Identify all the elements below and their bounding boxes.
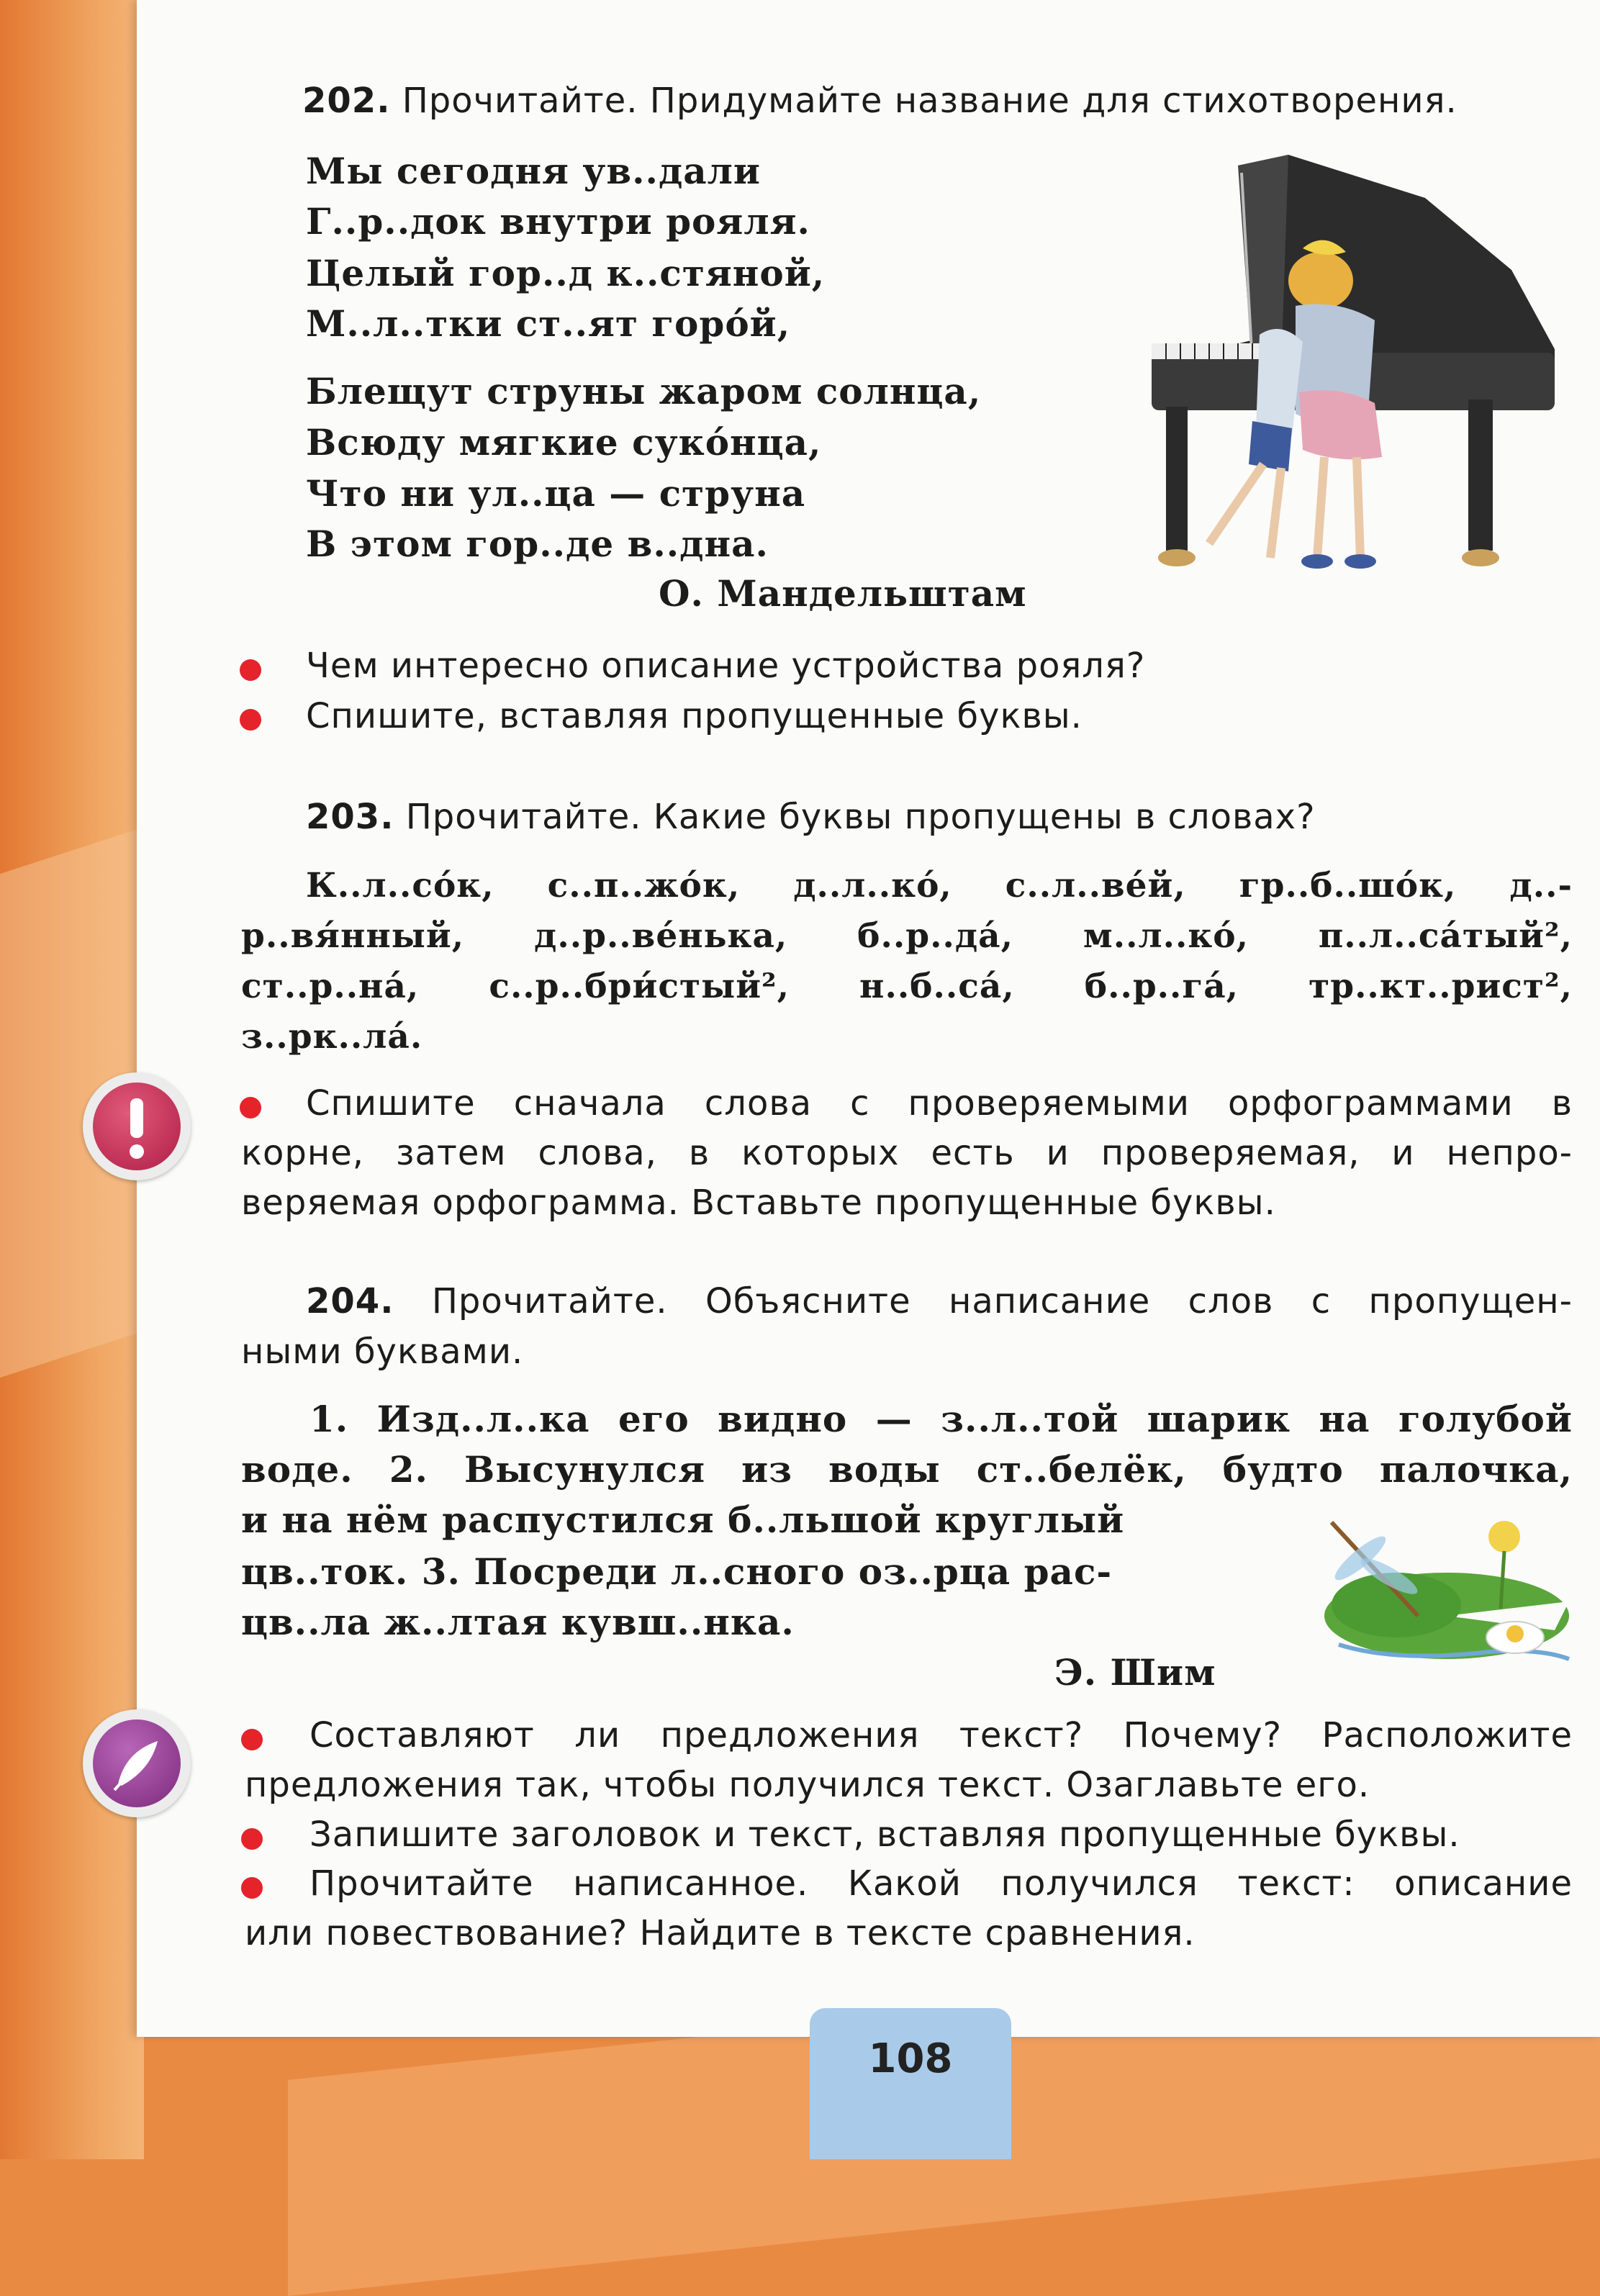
task-bullet [241,1877,263,1899]
exercise-instruction: Прочитайте. Придумайте название для стихотворения. [402,81,1457,121]
pen-icon [93,1719,181,1807]
exercise-instruction: ными буквами. [241,1332,524,1372]
exclamation-icon [93,1083,181,1170]
word-line: К..л..со́к, с..п..жо́к, д..л..ко́, с..л..ве́й, гр..б..шо́к, д..- [306,866,1573,905]
poem-author: О. Мандельштам [659,572,1027,615]
task-bullet [240,709,261,731]
poem-line: В этом гор..де в..дна. [306,523,769,565]
task-text: Запишите заголовок и текст, вставляя пропущенные буквы. [309,1814,1460,1855]
task-text: или повествование? Найдите в тексте сравнения. [245,1913,1196,1953]
word-line: з..рк..ла́. [241,1017,423,1057]
page-number-tab [810,2008,1011,2159]
task-bullet [240,1097,261,1118]
exercise-number: 204. [306,1281,394,1321]
water-lily-illustration [1310,1508,1576,1670]
word-line: ст..р..на́, с..р..бри́стый², н..б..са́, б..р..га́, тр..кт..рист², [241,967,1573,1006]
task-bullet [241,1729,263,1750]
task-text: Спишите сначала слова с проверяемыми орфограммами в [306,1083,1573,1124]
task-text: Прочитайте написанное. Какой получился текст: описание [309,1863,1573,1904]
attention-badge [83,1072,191,1180]
task-bullet [240,659,261,681]
poem-line: Блещут струны жаром солнца, [306,370,982,412]
text-line: цв..ток. 3. Посреди л..сного оз..рца рас- [241,1550,1113,1593]
task-text: веряемая орфограмма. Вставьте пропущенные буквы. [241,1183,1276,1223]
task-text: Составляют ли предложения текст? Почему? Расположите [309,1715,1573,1755]
task-text: Чем интересно описание устройства рояля? [306,646,1146,686]
ex203-header [306,797,1569,837]
task-text: предложения так, чтобы получился текст. Озаглавьте его. [245,1765,1370,1805]
poem-line: Г..р..док внутри рояля. [306,200,810,243]
piano-illustration [1108,155,1569,579]
task-text: корне, затем слова, в которых есть и проверяемая, и непро- [241,1133,1573,1173]
exercise-instruction: Прочитайте. Какие буквы пропущены в словах? [405,797,1316,837]
exercise-instruction: Прочитайте. Объясните написание слов с пропущен- [431,1281,1573,1321]
poem-line: Что ни ул..ца — струна [306,472,806,515]
text-line: воде. 2. Высунулся из воды ст..белёк, будто палочка, [241,1448,1573,1491]
exercise-number: 203. [306,797,394,837]
word-line: р..вя́нный, д..р..ве́нька, б..р..да́, м..л..ко́, п..л..са́тый², [241,916,1573,956]
ex202-header [302,81,1569,121]
exercise-number: 202. [302,81,391,121]
page-number: 108 [868,2035,953,2082]
text-line: 1. Изд..л..ка его видно — з..л..той шарик на голубой [309,1398,1573,1440]
poem-line: Мы сегодня ув..дали [306,150,761,192]
task-text: Спишите, вставляя пропущенные буквы. [306,696,1083,736]
poem-line: М..л..тки ст..ят горо́й, [306,302,791,345]
poem-line: Всюду мягкие суко́нца, [306,421,822,464]
text-line: цв..ла ж..лтая кувш..нка. [241,1601,795,1643]
task-bullet [241,1828,263,1850]
writing-badge [83,1709,191,1817]
text-author: Э. Шим [1054,1651,1216,1694]
poem-line: Целый гор..д к..стяной, [306,252,826,294]
text-line: и на нём распустился б..льшой круглый [241,1499,1125,1541]
ex204-header [306,1281,1573,1321]
